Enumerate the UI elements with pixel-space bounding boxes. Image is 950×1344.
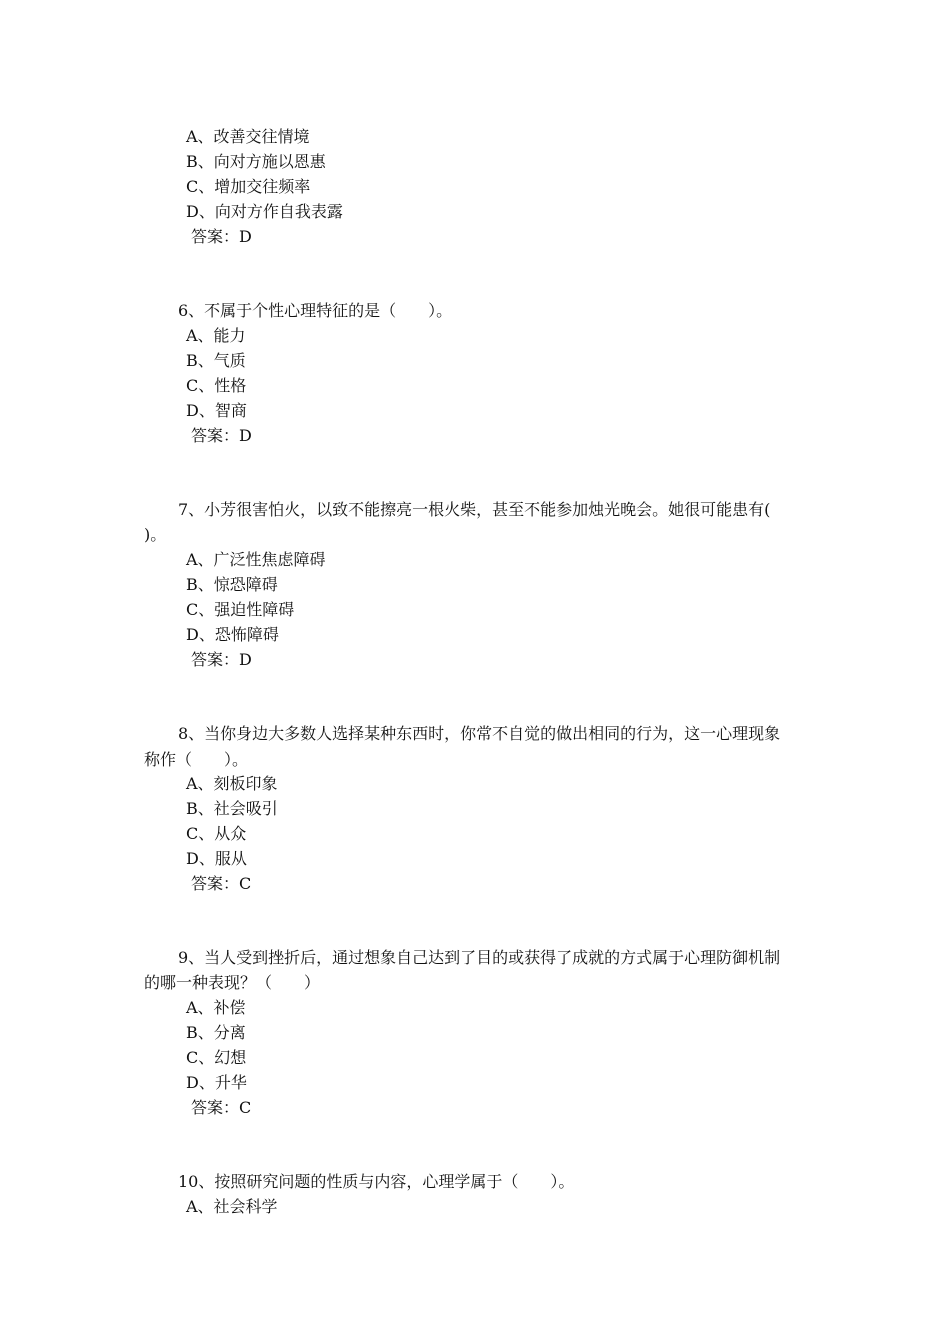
question-9-option-d: D、升华 bbox=[186, 1073, 247, 1092]
question-9-text-cont: 的哪一种表现？（ ） bbox=[144, 973, 321, 992]
question-10-text: 10、按照研究问题的性质与内容，心理学属于（ ）。 bbox=[178, 1172, 575, 1191]
question-7-option-d: D、恐怖障碍 bbox=[186, 625, 279, 644]
question-8-option-a: A、刻板印象 bbox=[186, 774, 278, 793]
answer-line: 答案：D bbox=[191, 227, 252, 246]
question-6-option-a: A、能力 bbox=[186, 326, 246, 345]
question-7-text: 7、小芳很害怕火，以致不能擦亮一根火柴，甚至不能参加烛光晚会。她很可能患有( bbox=[178, 500, 771, 519]
option-d: D、向对方作自我表露 bbox=[186, 202, 343, 221]
question-7-text-cont: )。 bbox=[144, 525, 167, 544]
question-9-option-c: C、幻想 bbox=[186, 1048, 247, 1067]
question-8-option-b: B、社会吸引 bbox=[186, 799, 278, 818]
option-b: B、向对方施以恩惠 bbox=[186, 152, 326, 171]
question-6-option-d: D、智商 bbox=[186, 401, 247, 420]
question-9-text: 9、当人受到挫折后，通过想象自己达到了目的或获得了成就的方式属于心理防御机制 bbox=[178, 948, 781, 967]
question-8-answer: 答案：C bbox=[191, 874, 252, 893]
question-7-option-a: A、广泛性焦虑障碍 bbox=[186, 550, 326, 569]
question-8-option-d: D、服从 bbox=[186, 849, 247, 868]
question-10-option-a: A、社会科学 bbox=[186, 1197, 278, 1216]
option-a: A、改善交往情境 bbox=[186, 127, 310, 146]
question-7-answer: 答案：D bbox=[191, 650, 252, 669]
question-6-option-b: B、气质 bbox=[186, 351, 246, 370]
question-7-option-b: B、惊恐障碍 bbox=[186, 575, 278, 594]
question-6-answer: 答案：D bbox=[191, 426, 252, 445]
question-8-text-cont: 称作（ ）。 bbox=[144, 750, 249, 769]
question-9-answer: 答案：C bbox=[191, 1098, 252, 1117]
option-c: C、增加交往频率 bbox=[186, 177, 311, 196]
question-7-option-c: C、强迫性障碍 bbox=[186, 600, 295, 619]
question-8-option-c: C、从众 bbox=[186, 824, 247, 843]
question-6-text: 6、不属于个性心理特征的是（ ）。 bbox=[178, 301, 453, 320]
question-9-option-b: B、分离 bbox=[186, 1023, 246, 1042]
question-8-text: 8、当你身边大多数人选择某种东西时，你常不自觉的做出相同的行为，这一心理现象 bbox=[178, 724, 781, 743]
question-6-option-c: C、性格 bbox=[186, 376, 247, 395]
question-9-option-a: A、补偿 bbox=[186, 998, 246, 1017]
